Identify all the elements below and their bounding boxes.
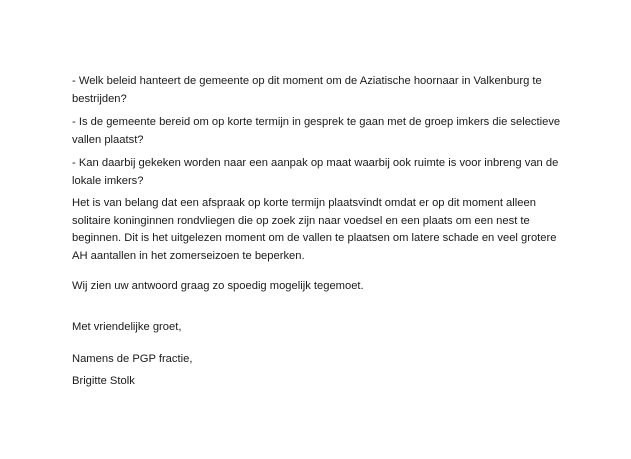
closing-request: Wij zien uw antwoord graag zo spoedig mogelijk tegemoet. <box>72 280 364 292</box>
question-meeting: - Is de gemeente bereid om op korte termijn in gesprek te gaan met de groep imkers die selectieve vallen plaatst? <box>72 116 561 146</box>
body-paragraph: Het is van belang dat een afspraak op korte termijn plaatsvindt omdat er op dit moment alleen solitaire koninginnen rondvliegen die op zoek zijn naar voedsel en een plaats om een nest te beginnen. Dit is het uitgelezen moment om de vallen te plaatsen om latere schade en veel grotere AH aantallen in het zomerseizoen te beperken. <box>72 197 557 262</box>
question-policy: - Welk beleid hanteert de gemeente op dit moment om de Aziatische hoornaar in Valkenburg te bestrijden? <box>72 75 542 105</box>
salutation: Met vriendelijke groet, <box>72 321 182 333</box>
on-behalf-of: Namens de PGP fractie, <box>72 353 193 365</box>
signatory-name: Brigitte Stolk <box>72 375 135 387</box>
question-approach: - Kan daarbij gekeken worden naar een aanpak op maat waarbij ook ruimte is voor inbreng van de lokale imkers? <box>72 157 559 187</box>
